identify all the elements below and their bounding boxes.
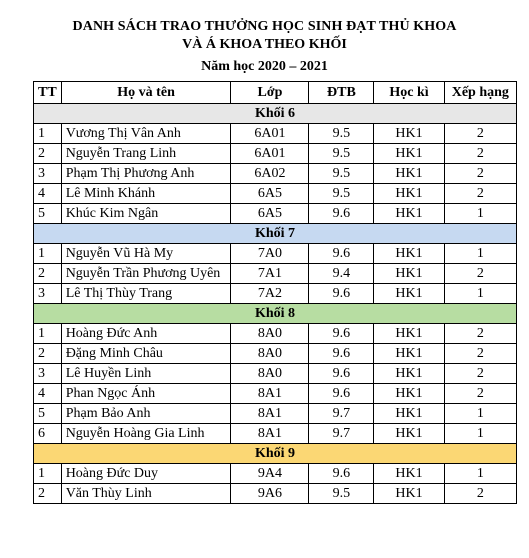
cell-name: Nguyễn Hoàng Gia Linh — [61, 424, 231, 444]
cell-name: Lê Huyền Linh — [61, 364, 231, 384]
cell-class: 8A1 — [231, 404, 309, 424]
cell-class: 8A0 — [231, 364, 309, 384]
cell-class: 6A5 — [231, 184, 309, 204]
cell-semester: HK1 — [374, 484, 444, 504]
cell-score: 9.5 — [309, 484, 374, 504]
cell-class: 9A4 — [231, 464, 309, 484]
table-row — [34, 124, 517, 144]
document-subtitle: VÀ Á KHOA THEO KHỐI — [182, 37, 347, 52]
cell-rank: 1 — [444, 404, 516, 424]
cell-score: 9.6 — [309, 464, 374, 484]
document-title: DANH SÁCH TRAO THƯỞNG HỌC SINH ĐẠT THỦ KHOA — [72, 19, 457, 34]
column-header-class: Lớp — [231, 82, 309, 104]
cell-tt: 3 — [34, 164, 62, 184]
cell-semester: HK1 — [374, 284, 444, 304]
cell-tt: 4 — [34, 184, 62, 204]
cell-rank: 2 — [444, 384, 516, 404]
cell-semester: HK1 — [374, 324, 444, 344]
group-label: Khối 9 — [34, 444, 517, 464]
cell-rank: 2 — [444, 164, 516, 184]
cell-tt: 4 — [34, 384, 62, 404]
cell-tt: 1 — [34, 324, 62, 344]
cell-score: 9.5 — [309, 164, 374, 184]
cell-class: 7A2 — [231, 284, 309, 304]
cell-rank: 2 — [444, 144, 516, 164]
group-label: Khối 8 — [34, 304, 517, 324]
cell-class: 8A0 — [231, 324, 309, 344]
cell-semester: HK1 — [374, 244, 444, 264]
cell-name: Nguyễn Vũ Hà My — [61, 244, 231, 264]
cell-class: 6A02 — [231, 164, 309, 184]
cell-semester: HK1 — [374, 344, 444, 364]
cell-tt: 1 — [34, 124, 62, 144]
cell-semester: HK1 — [374, 184, 444, 204]
column-header-name: Họ và tên — [61, 82, 231, 104]
cell-rank: 1 — [444, 244, 516, 264]
cell-rank: 2 — [444, 344, 516, 364]
cell-semester: HK1 — [374, 404, 444, 424]
table-row — [34, 324, 517, 344]
table-row — [34, 464, 517, 484]
cell-class: 8A0 — [231, 344, 309, 364]
group-label: Khối 6 — [34, 104, 517, 124]
cell-rank: 1 — [444, 284, 516, 304]
cell-semester: HK1 — [374, 204, 444, 224]
cell-score: 9.6 — [309, 284, 374, 304]
cell-name: Lê Thị Thùy Trang — [61, 284, 231, 304]
cell-name: Nguyễn Trang Linh — [61, 144, 231, 164]
table-body — [34, 104, 517, 504]
group-row — [34, 304, 517, 324]
cell-semester: HK1 — [374, 144, 444, 164]
cell-name: Phạm Bảo Anh — [61, 404, 231, 424]
table-row — [34, 344, 517, 364]
table-row — [34, 264, 517, 284]
cell-class: 9A6 — [231, 484, 309, 504]
cell-semester: HK1 — [374, 424, 444, 444]
cell-rank: 2 — [444, 364, 516, 384]
cell-name: Lê Minh Khánh — [61, 184, 231, 204]
cell-rank: 2 — [444, 484, 516, 504]
cell-semester: HK1 — [374, 164, 444, 184]
cell-rank: 1 — [444, 464, 516, 484]
cell-score: 9.6 — [309, 344, 374, 364]
cell-class: 7A0 — [231, 244, 309, 264]
table-row — [34, 204, 517, 224]
cell-name: Hoàng Đức Duy — [61, 464, 231, 484]
cell-tt: 1 — [34, 244, 62, 264]
cell-name: Nguyễn Trần Phương Uyên — [61, 264, 231, 284]
table-row — [34, 144, 517, 164]
cell-name: Phan Ngọc Ánh — [61, 384, 231, 404]
cell-score: 9.7 — [309, 404, 374, 424]
cell-name: Văn Thùy Linh — [61, 484, 231, 504]
cell-rank: 1 — [444, 424, 516, 444]
cell-tt: 5 — [34, 204, 62, 224]
column-header-semester: Học kì — [374, 82, 444, 104]
cell-rank: 2 — [444, 324, 516, 344]
cell-rank: 2 — [444, 184, 516, 204]
group-row — [34, 104, 517, 124]
cell-semester: HK1 — [374, 384, 444, 404]
school-year: Năm học 2020 – 2021 — [201, 59, 328, 74]
table-row — [34, 164, 517, 184]
cell-class: 6A5 — [231, 204, 309, 224]
table-row — [34, 424, 517, 444]
cell-score: 9.6 — [309, 244, 374, 264]
cell-name: Hoàng Đức Anh — [61, 324, 231, 344]
column-header-score: ĐTB — [309, 82, 374, 104]
cell-class: 6A01 — [231, 124, 309, 144]
cell-score: 9.6 — [309, 324, 374, 344]
cell-name: Vương Thị Vân Anh — [61, 124, 231, 144]
column-header-rank: Xếp hạng — [444, 82, 516, 104]
cell-score: 9.5 — [309, 144, 374, 164]
cell-name: Khúc Kim Ngân — [61, 204, 231, 224]
cell-semester: HK1 — [374, 124, 444, 144]
cell-class: 8A1 — [231, 384, 309, 404]
table-header-row — [34, 82, 517, 104]
cell-name: Phạm Thị Phương Anh — [61, 164, 231, 184]
cell-rank: 2 — [444, 264, 516, 284]
cell-score: 9.6 — [309, 384, 374, 404]
cell-tt: 2 — [34, 484, 62, 504]
table-row — [34, 484, 517, 504]
table-row — [34, 184, 517, 204]
cell-score: 9.4 — [309, 264, 374, 284]
cell-class: 6A01 — [231, 144, 309, 164]
group-label: Khối 7 — [34, 224, 517, 244]
cell-score: 9.6 — [309, 364, 374, 384]
cell-tt: 1 — [34, 464, 62, 484]
group-row — [34, 224, 517, 244]
table-row — [34, 384, 517, 404]
document-header — [0, 18, 529, 76]
cell-tt: 2 — [34, 264, 62, 284]
cell-name: Đặng Minh Châu — [61, 344, 231, 364]
cell-semester: HK1 — [374, 264, 444, 284]
cell-semester: HK1 — [374, 464, 444, 484]
column-header-tt: TT — [34, 82, 62, 104]
cell-semester: HK1 — [374, 364, 444, 384]
cell-tt: 3 — [34, 284, 62, 304]
cell-tt: 6 — [34, 424, 62, 444]
cell-tt: 5 — [34, 404, 62, 424]
cell-tt: 2 — [34, 344, 62, 364]
cell-rank: 2 — [444, 124, 516, 144]
cell-class: 7A1 — [231, 264, 309, 284]
cell-score: 9.5 — [309, 184, 374, 204]
table-row — [34, 404, 517, 424]
cell-score: 9.6 — [309, 204, 374, 224]
group-row — [34, 444, 517, 464]
cell-score: 9.7 — [309, 424, 374, 444]
cell-class: 8A1 — [231, 424, 309, 444]
cell-rank: 1 — [444, 204, 516, 224]
cell-tt: 3 — [34, 364, 62, 384]
cell-score: 9.5 — [309, 124, 374, 144]
award-table — [33, 81, 517, 504]
cell-tt: 2 — [34, 144, 62, 164]
table-row — [34, 284, 517, 304]
table-row — [34, 244, 517, 264]
table-row — [34, 364, 517, 384]
